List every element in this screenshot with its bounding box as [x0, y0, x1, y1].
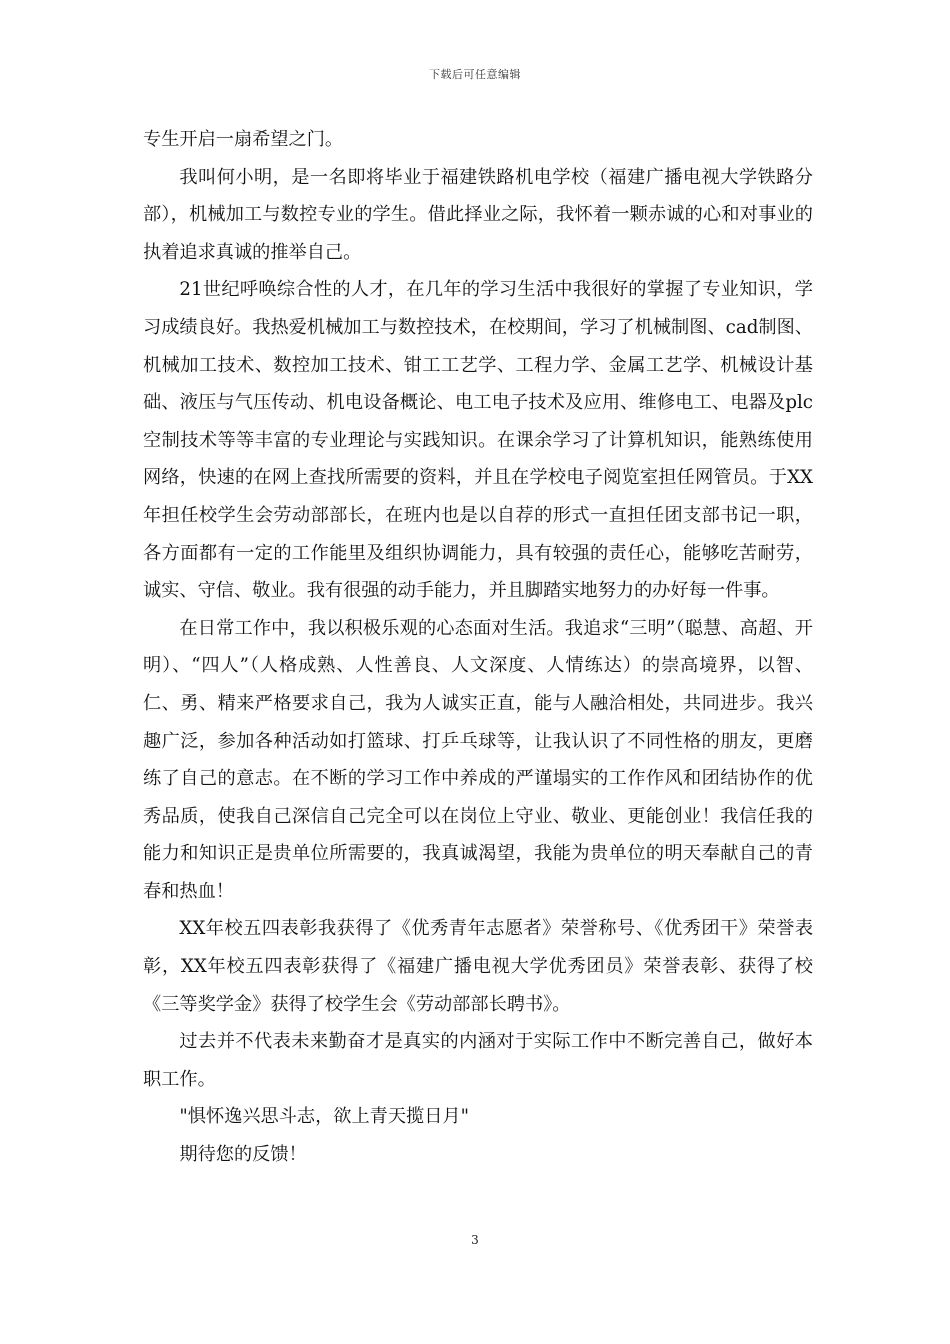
paragraph-4: 在日常工作中，我以积极乐观的心态面对生活。我追求“三明”（聪慧、高超、开明）、“四人”（人格成熟、人性善良、人文深度、人情练达）的崇高境界，以智、仁、勇、精来严格要求自己，我为人诚实正直，能与人融洽相处，共同进步。我兴趣广泛，参加各种活动如打篮球、打乒乓球等，让我认识了不同性格的朋友，更磨练了自己的意志。在不断的学习工作中养成的严谨塌实的工作作风和团结协作的优秀品质，使我自己深信自己完全可以在岗位上守业、敬业、更能创业！我信任我的能力和知识正是贵单位所需要的，我真诚渴望，我能为贵单位的明天奉献自己的青春和热血！	[143, 617, 813, 902]
paragraph-1: 专生开启一扇希望之门。	[143, 129, 344, 150]
document-body	[143, 121, 813, 1174]
paragraph-6: 过去并不代表未来勤奋才是真实的内涵对于实际工作中不断完善自己，做好本职工作。	[143, 1031, 813, 1090]
page-header: 下载后可任意编辑	[429, 68, 521, 81]
paragraph-3: 21世纪呼唤综合性的人才，在几年的学习生活中我很好的掌握了专业知识，学习成绩良好。我热爱机械加工与数控技术，在校期间，学习了机械制图、cad制图、机械加工技术、数控加工技术、钳工工艺学、工程力学、金属工艺学、机械设计基础、液压与气压传动、机电设备概论、电工电子技术及应用、维修电工、电器及plc空制技术等等丰富的专业理论与实践知识。在课余学习了计算机知识，能熟练使用网络，快速的在网上查找所需要的资料，并且在学校电子阅览室担任网管员。于XX年担任校学生会劳动部部长，在班内也是以自荐的形式一直担任团支部书记一职，各方面都有一定的工作能里及组织协调能力，具有较强的责任心，能够吃苦耐劳，诚实、守信、敬业。我有很强的动手能力，并且脚踏实地努力的办好每一件事。	[143, 279, 813, 602]
quote-line: "惧怀逸兴思斗志，欲上青天揽日月"	[179, 1106, 469, 1128]
paragraph-5: XX年校五四表彰我获得了《优秀青年志愿者》荣誉称号、《优秀团干》荣誉表彰，XX年校五四表彰获得了《福建广播电视大学优秀团员》荣誉表彰、获得了校《三等奖学金》获得了校学生会《劳动部部长聘书》。	[143, 918, 813, 1015]
paragraph-2: 我叫何小明，是一名即将毕业于福建铁路机电学校（福建广播电视大学铁路分部），机械加工与数控专业的学生。借此择业之际，我怀着一颗赤诚的心和对事业的执着追求真诚的推举自己。	[143, 166, 813, 263]
page-number: 3	[471, 1233, 479, 1247]
closing-line: 期待您的反馈！	[179, 1144, 307, 1166]
